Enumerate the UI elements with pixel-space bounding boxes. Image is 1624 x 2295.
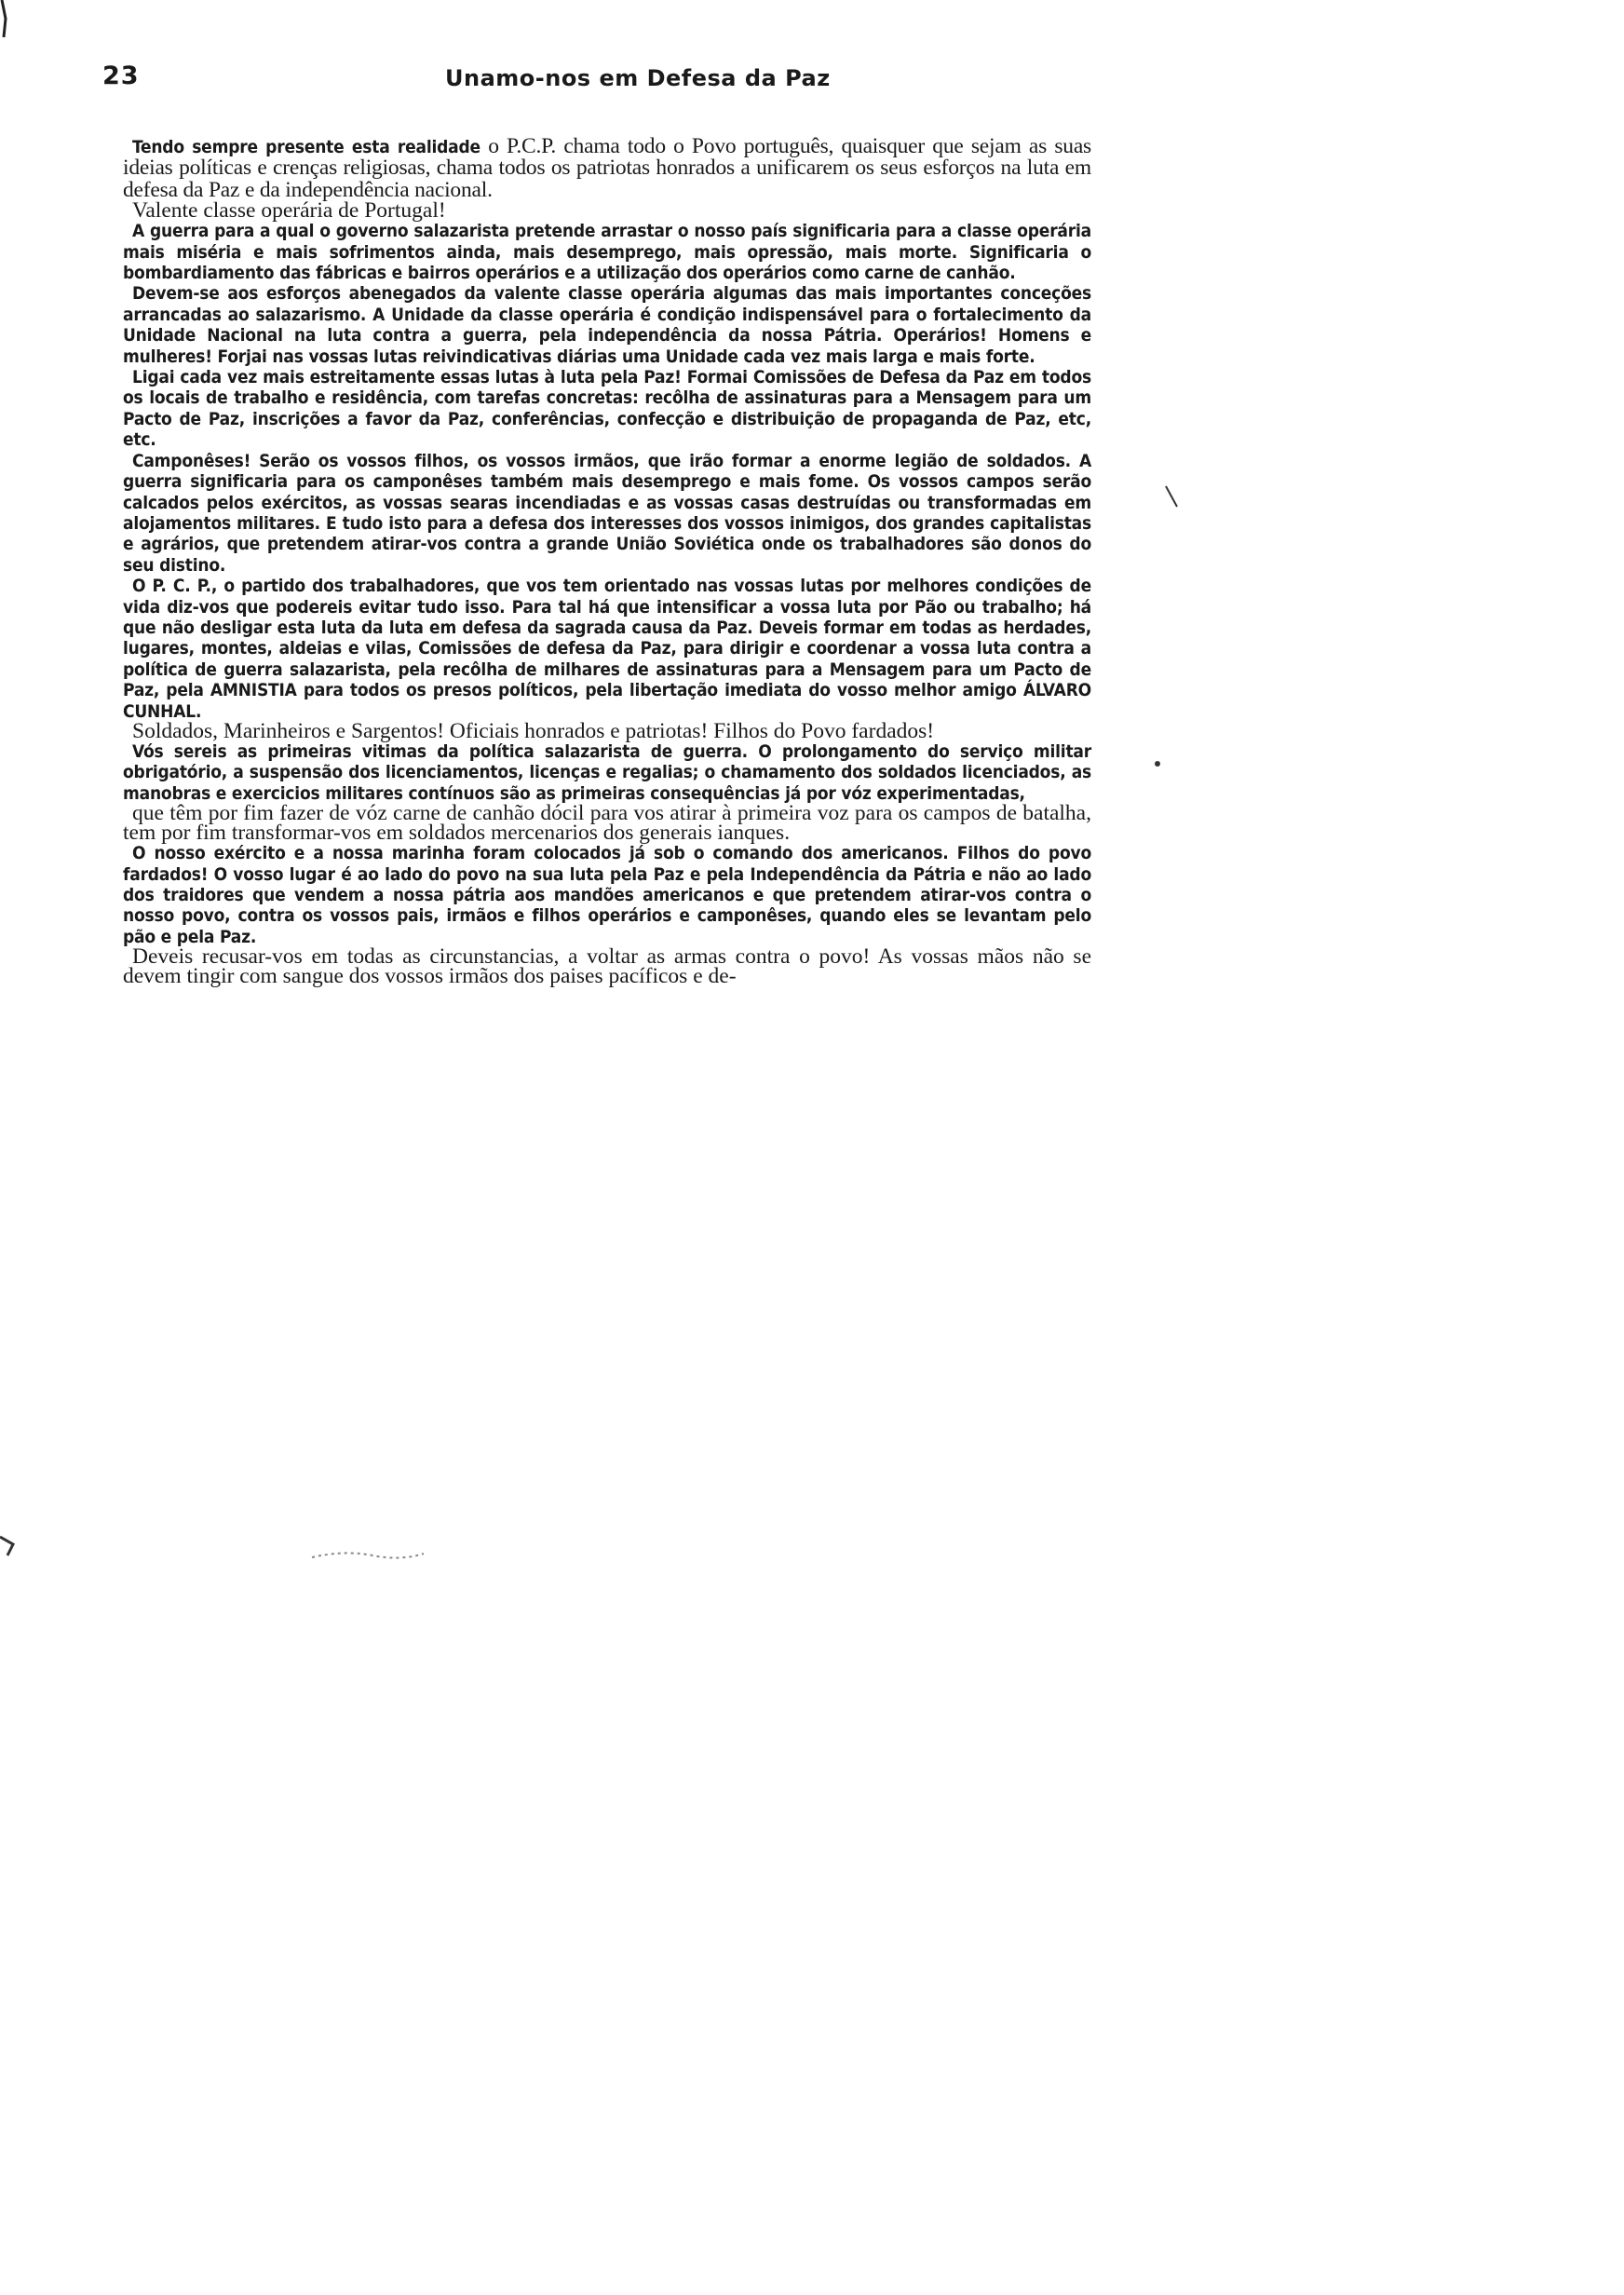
- paragraph-1-lead: Tendo sempre presente esta realidade: [132, 137, 489, 157]
- scan-mark-bottom-left: [0, 1528, 37, 1565]
- scan-mark-stroke: [1164, 484, 1183, 512]
- paragraph-7: O P. C. P., o partido dos trabalhadores, que vos tem orientado nas vossas lutas por melhores condições de vida diz-vos que podereis evitar tudo isso. Para tal há que intensificar a vossa luta por Pão ou trabalho; há que não desligar esta luta da luta em defesa da sagrada causa da Paz. Deveis formar em todas as herdades, lugares, montes, aldeias e vilas, Comissões de defesa da Paz, para dirigir e coordenar a vossa luta contra a política de guerra salazarista, pela recôlha de milhares de assinaturas para a Mensagem para um Pacto de Paz, pela AMNISTIA para todos os presos políticos, pela libertação imediata do vosso melhor amigo ÁLVARO CUNHAL.: [123, 576, 1091, 722]
- paragraph-8: Soldados, Marinheiros e Sargentos! Oficiais honrados e patriotas! Filhos do Povo fardados!: [132, 718, 935, 743]
- paragraph-2: Valente classe operária de Portugal!: [132, 198, 446, 224]
- paragraph-12: Deveis recusar-vos em todas as circunstancias, a voltar as armas contra o povo! As vossas mãos não se devem tingir com sangue dos vossos irmãos dos paises pacíficos e de-: [123, 944, 1091, 989]
- paragraph-5: Ligai cada vez mais estreitamente essas lutas à luta pela Paz! Formai Comissões de Defesa da Paz em todos os locais de trabalho e residência, com tarefas concretas: recôlha de assinaturas para a Mensagem para um Pacto de Paz, inscrições a favor da Paz, conferências, confecção e distribuição de propaganda de Paz, etc, etc.: [123, 367, 1091, 451]
- scan-smudge: [307, 1546, 428, 1565]
- paragraph-10: que têm por fim fazer de vóz carne de canhão dócil para vos atirar à primeira voz para os campos de batalha, tem por fim transformar-vos em soldados mercenarios dos generais ianques.: [123, 801, 1091, 846]
- paragraph-1-rest: o P.C.P. chama todo o Povo português, quaisquer que sejam as suas ideias políticas e crenças religiosas, chama todos os patriotas honrados a unificarem os seus esforços na luta em defesa da Paz e da independência nacional.: [123, 134, 1091, 202]
- scan-mark-left-edge: [0, 0, 19, 56]
- paragraph-1: [123, 136, 1091, 201]
- paragraph-9: Vós sereis as primeiras vitimas da política salazarista de guerra. O prolongamento do serviço militar obrigatório, a suspensão dos licenciamentos, licenças e regalias; o chamamento dos soldados licenciados, as manobras e exercicios militares contínuos são as primeiras consequências já por vóz experimentadas,: [123, 740, 1091, 804]
- running-title: Unamo-nos em Defesa da Paz: [445, 65, 831, 91]
- paragraph-3: A guerra para a qual o governo salazarista pretende arrastar o nosso país significaria para a classe operária mais miséria e mais sofrimentos ainda, mais desemprego, mais opressão, mais morte. Significaria o bombardiamento das fábricas e bairros operários e a utilização dos operários como carne de canhão.: [123, 221, 1091, 284]
- paragraph-11: O nosso exército e a nossa marinha foram colocados já sob o comando dos americanos. Filhos do povo fardados! O vosso lugar é ao lado do povo na sua luta pela Paz e pela Independência da Pátria e não ao lado dos traidores que vendem a nossa pátria aos mandões americanos e que pretendem atirar-vos contra o nosso povo, contra os vossos pais, irmãos e filhos operários e camponêses, quando eles se levantam pelo pão e pela Paz.: [123, 843, 1091, 947]
- paragraph-4: Devem-se aos esforços abenegados da valente classe operária algumas das mais importantes conceções arrancadas ao salazarismo. A Unidade da classe operária é condição indispensável para o fortalecimento da Unidade Nacional na luta contra a guerra, pela independência da nossa Pátria. Operários! Homens e mulheres! Forjai nas vossas lutas reivindicativas diárias uma Unidade cada vez mais larga e mais forte.: [123, 283, 1091, 367]
- paragraph-6: Camponêses! Serão os vossos filhos, os vossos irmãos, que irão formar a enorme legião de soldados. A guerra significaria para os camponêses também mais desemprego e mais fome. Os vossos campos serão calcados pelos exércitos, as vossas searas incendiadas e as vossas casas destruídas ou transformadas em alojamentos militares. E tudo isto para a defesa dos interesses dos vossos inimigos, dos grandes capitalistas e agrários, que pretendem atirar-vos contra a grande União Soviética onde os trabalhadores são donos do seu distino.: [123, 450, 1091, 576]
- scan-mark-dot: [1153, 759, 1162, 768]
- page-number: 23: [102, 61, 140, 90]
- body-text: [123, 134, 1091, 989]
